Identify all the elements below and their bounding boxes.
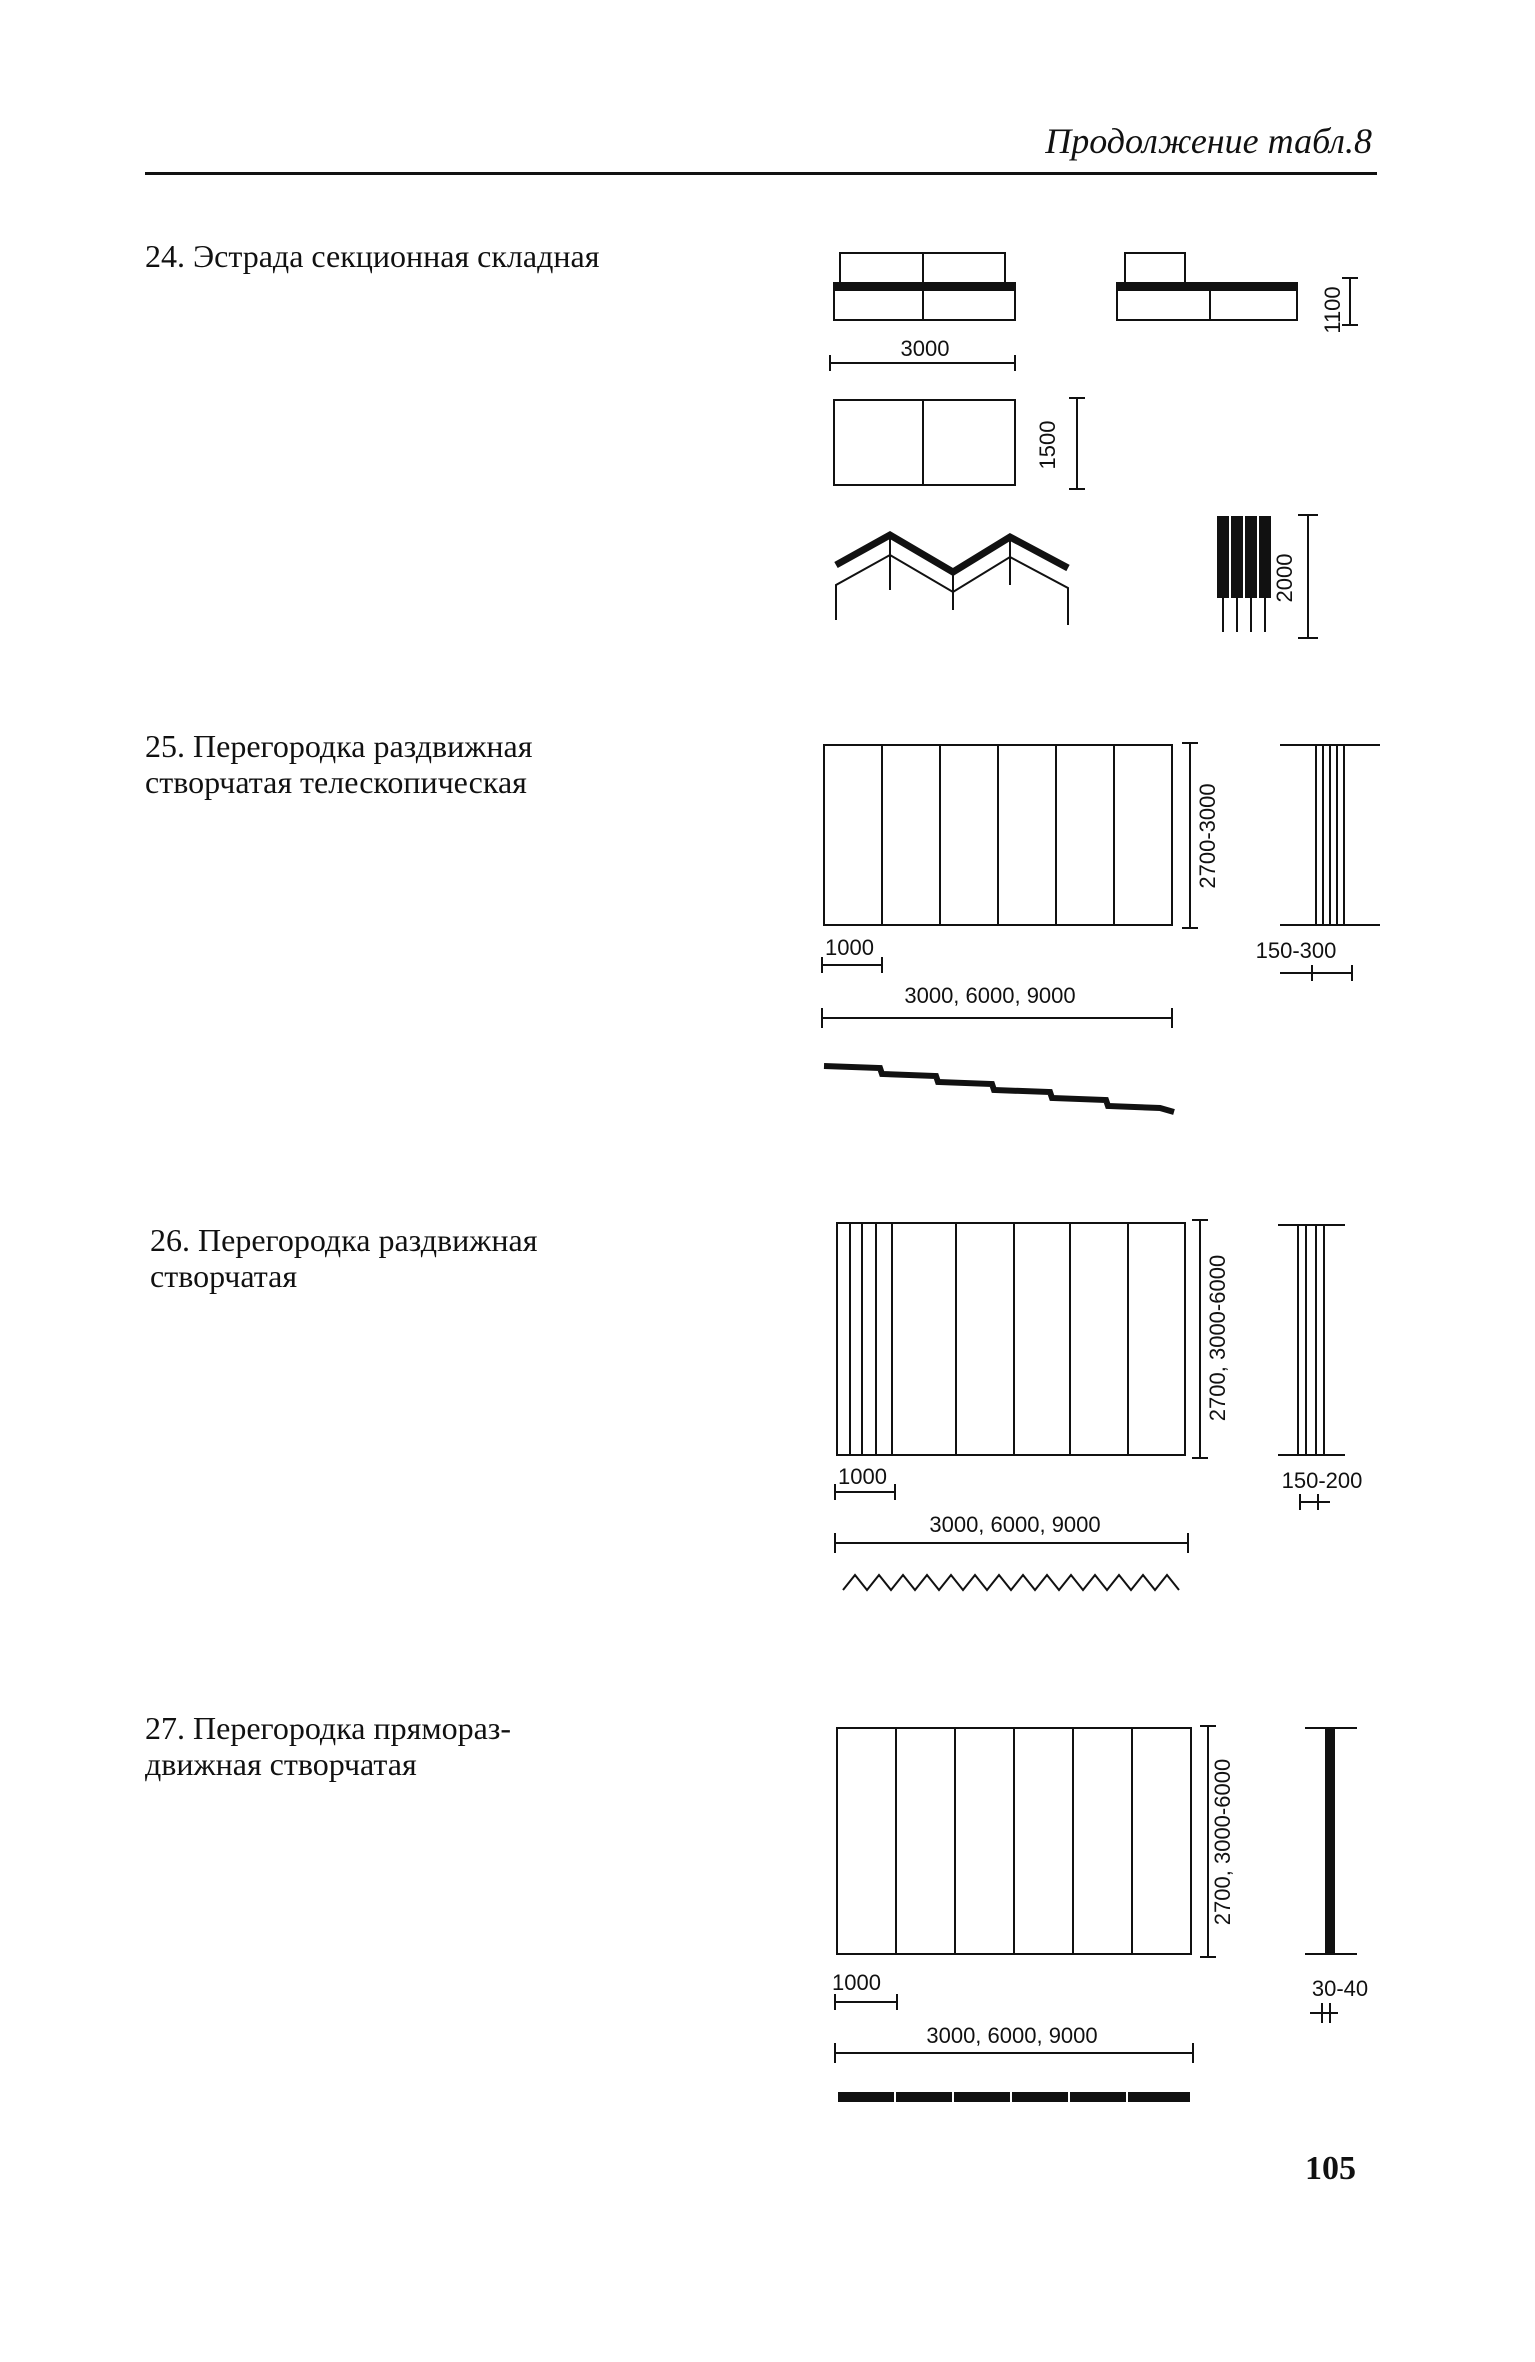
item-27-thickness-label: 30-40 [1311, 1976, 1369, 2001]
item-26-elevation [837, 1223, 1185, 1455]
item-27-length-label: 3000, 6000, 9000 [926, 2023, 1098, 2048]
item-25-length-dimension [822, 1008, 1172, 1028]
item-26-plan-zigzag [843, 1575, 1179, 1590]
item-25-caption: 25. Перегородка раздвижная створчатая телескопическая [145, 728, 533, 800]
item-24-folded-zigzag [836, 535, 1068, 625]
item-26-length-label: 3000, 6000, 9000 [929, 1512, 1101, 1537]
item-26-side-view [1278, 1225, 1345, 1455]
item-25-height-label: 2700-3000 [1195, 783, 1220, 889]
item-26-thickness-dimension [1300, 1494, 1330, 1510]
item-27-caption: 27. Перегородка прямораз- движная створчатая [145, 1710, 512, 1782]
item-24-depth-dimension [1069, 398, 1085, 489]
item-25-thickness-label: 150-300 [1255, 938, 1337, 963]
item-25-elevation [824, 745, 1172, 925]
item-25-thickness-dimension [1280, 965, 1352, 981]
item-25-plan-stepped [824, 1066, 1174, 1112]
item-24-width-label: 3000 [900, 336, 950, 361]
item-27-plan-segments [839, 2093, 1189, 2101]
item-24-front-elevation [834, 253, 1015, 320]
item-27-side-view [1305, 1728, 1357, 1954]
item-24-stacked-height-label: 2000 [1272, 553, 1297, 603]
item-24-plan-view [834, 400, 1015, 485]
item-27-panel-dimension [835, 1994, 897, 2010]
item-26-caption: 26. Перегородка раздвижная створчатая [150, 1222, 538, 1294]
page-number: 105 [1305, 2150, 1356, 2187]
item-25-side-view [1280, 745, 1380, 925]
item-24-height-label: 1100 [1320, 286, 1345, 334]
item-26-thickness-label: 150-200 [1281, 1468, 1363, 1493]
item-27-thickness-dimension [1310, 2003, 1338, 2023]
item-25-panel-label: 1000 [825, 935, 874, 960]
item-24-caption: 24. Эстрада секционная складная [145, 238, 600, 274]
item-26-panel-label: 1000 [838, 1464, 887, 1489]
item-26-height-label: 2700, 3000-6000 [1205, 1254, 1230, 1422]
item-27-panel-label: 1000 [832, 1970, 881, 1995]
item-25-length-label: 3000, 6000, 9000 [904, 983, 1076, 1008]
item-24-stacked-sections [1218, 515, 1318, 638]
item-27-elevation [837, 1728, 1191, 1954]
item-24-side-elevation [1117, 253, 1297, 320]
table-continuation-header: Продолжение табл.8 [1045, 121, 1372, 161]
item-24-depth-label: 1500 [1035, 420, 1060, 470]
item-27-height-label: 2700, 3000-6000 [1210, 1758, 1235, 1926]
